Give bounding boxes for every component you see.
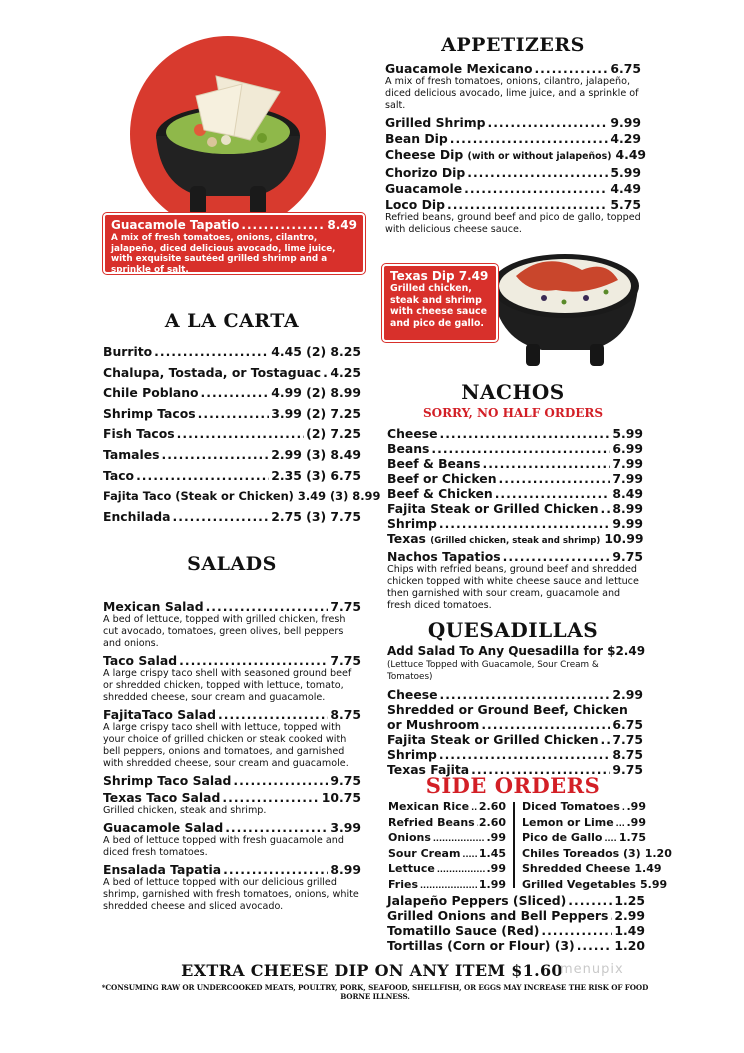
nachos-subtitle: SORRY, NO HALF ORDERS [422,406,604,420]
menu-item: or Mushroom ..... 6.75 [387,717,643,732]
nachos-list [387,426,643,613]
a-la-carta-list [103,342,381,527]
texas-dip-title: Texas Dip 7.49 [390,269,489,283]
menu-item: Loco Dip ..... 5.75 [385,197,641,212]
menu-item: Lemon or Lime ..... .99 [522,816,646,832]
food-safety-disclaimer: *CONSUMING RAW OR UNDERCOOKED MEATS, POULTRY, PORK, SEAFOOD, SHELLFISH, OR EGGS MAY INCREASE THE RISK OF FOOD BORNE ILLNESS. [101,983,649,1001]
menu-item: Texas Taco Salad ..... 10.75 [103,790,361,805]
salads-title: SALADS [187,553,277,575]
menu-item: Beef or Chicken ..... 7.99 [387,471,643,486]
texas-dip-photo [486,240,644,358]
menu-item: Grilled Shrimp ..... 9.99 [385,115,641,130]
menu-item: Fish Tacos ..... (2) 7.25 [103,424,361,445]
item-description: Chips with refried beans, ground beef and shredded chicken topped with white cheese sauce and lettuce then garnished with sour cream, guacamole and fresh diced tomatoes. [387,564,639,611]
menu-item: Grilled Vegetables 5.99 [522,877,668,891]
side-orders-divider [513,802,515,888]
menu-item: Jalapeño Peppers (Sliced) ..... 1.25 [387,893,645,908]
menu-item: Beans ..... 6.99 [387,441,643,456]
menu-item: Fajita Taco (Steak or Chicken) 3.49 (3) 8.99 [103,489,381,504]
menu-item: Cheese ..... 5.99 [387,426,643,441]
item-description: A mix of fresh tomatoes, onions, cilantro, jalapeño, diced delicious avocado, lime juice, with exquisite sautéed grilled shrimp and a sprinkle of salt. [111,233,336,275]
menu-item: Beef & Chicken ..... 8.49 [387,486,643,501]
menu-item: Cheese Dip (with or without jalapeños) 4.49 [385,147,647,162]
item-description: Grilled chicken, steak and shrimp with cheese sauce and pico de gallo. [390,283,487,329]
nachos-title: NACHOS [461,380,565,404]
side-orders-right [522,800,672,894]
appetizers-title: APPETIZERS [441,34,585,56]
menu-item: Mexican Salad ..... 7.75 [103,599,361,614]
menu-item: Fajita Steak or Grilled Chicken ..... 7.75 [387,732,643,747]
menu-item: Bean Dip ..... 4.29 [385,131,641,146]
menu-item: Shrimp ..... 9.99 [387,516,643,531]
menu-item: Shrimp Taco Salad ..... 9.75 [103,773,361,788]
menu-item: Chalupa, Tostada, or Tostaguac ..... 4.25 [103,363,361,384]
quesadillas-title: QUESADILLAS [427,618,599,642]
menu-item: Pico de Gallo ..... 1.75 [522,831,646,847]
add-salad-note: (Lettuce Topped with Guacamole, Sour Cream & Tomatoes) [387,660,599,682]
menu-item: Guacamole ..... 4.49 [385,181,641,196]
menu-item: Refried Beans ..... 2.60 [388,816,506,832]
menu-item: Guacamole Salad ..... 3.99 [103,820,361,835]
side-orders-extras [387,893,645,953]
item-description: A large crispy taco shell with lettuce, topped with your choice of grilled chicken or steak cooked with bell peppers, onions and tomatoes, and garnished with shredded cheese, sour cream and guacamole. [103,722,349,769]
menu-item: Chiles Toreados (3) 1.20 [522,846,672,860]
menu-item: Sour Cream ..... 1.45 [388,847,506,863]
texas-dip-bowl-illustration [486,240,644,370]
menu-item: Chorizo Dip ..... 5.99 [385,165,641,180]
salads-list [103,599,361,914]
item-description: A bed of lettuce, topped with grilled chicken, fresh cut avocado, tomatoes, green olives, bell peppers and onions. [103,614,346,649]
menu-item: Diced Tomatoes ..... .99 [522,800,646,816]
menu-item: Enchilada ..... 2.75 (3) 7.75 [103,507,361,528]
menu-item: Fajita Steak or Grilled Chicken ..... 8.99 [387,501,643,516]
item-description: A mix of fresh tomatoes, onions, cilantro, jalapeño, diced delicious avocado, lime juice, and a sprinkle of salt. [385,76,639,111]
menu-item: Texas Fajita ..... 9.75 [387,762,643,777]
a-la-carta-title: A LA CARTA [164,310,300,332]
menu-item: Onions ..... .99 [388,831,506,847]
item-description: Refried beans, ground beef and pico de gallo, topped with delicious cheese sauce. [385,212,641,235]
item-description: A large crispy taco shell with seasoned ground beef or shredded chicken, topped with lettuce, tomato, shredded cheese, sour cream and guacamole. [103,668,352,703]
menu-item: Mexican Rice ..... 2.60 [388,800,506,816]
menu-item: Guacamole Tapatio ..... 8.49 [111,218,357,233]
menu-item: Tortillas (Corn or Flour) (3) ..... 1.20 [387,938,645,953]
add-salad-line: Add Salad To Any Quesadilla for $2.49 [387,644,646,658]
menu-item: Guacamole Mexicano ..... 6.75 [385,61,641,76]
menu-item: Burrito ..... 4.45 (2) 8.25 [103,342,361,363]
menu-item: Shrimp ..... 8.75 [387,747,643,762]
menu-item: Ensalada Tapatia ..... 8.99 [103,862,361,877]
texas-dip-badge [382,264,498,342]
menu-item: Fries ..... 1.99 [388,878,506,894]
menu-item: Shrimp Tacos ..... 3.99 (2) 7.25 [103,404,361,425]
menu-item: Beef & Beans ..... 7.99 [387,456,643,471]
appetizers-list [385,61,647,237]
menu-item: Cheese ..... 2.99 [387,687,643,702]
menu-item: Texas (Grilled chicken, steak and shrimp) 10.99 [387,531,644,546]
menu-item: Taco ..... 2.35 (3) 6.75 [103,466,361,487]
menu-item: Chile Poblano ..... 4.99 (2) 8.99 [103,383,361,404]
side-orders-left [388,800,506,894]
guacamole-bowl-illustration [130,36,326,232]
menu-item: Lettuce ..... .99 [388,862,506,878]
menu-item: Shredded Cheese 1.49 [522,862,662,876]
item-description: A bed of lettuce topped with our delicious grilled shrimp, garnished with fresh tomatoes, onions, white shredded cheese and sliced avocado. [103,877,359,912]
menu-item: Nachos Tapatios ..... 9.75 [387,549,643,564]
extra-cheese-banner: EXTRA CHEESE DIP ON ANY ITEM $1.60 [181,961,563,980]
menu-item: Shredded or Ground Beef, Chicken [387,702,628,717]
quesadillas-list [387,644,646,777]
guacamole-tapatio-badge [103,213,365,274]
item-description: A bed of lettuce topped with fresh guacamole and diced fresh tomatoes. [103,835,344,858]
side-orders-title: SIDE ORDERS [425,773,601,798]
menu-item: Tamales ..... 2.99 (3) 8.49 [103,445,361,466]
watermark: menupix [560,962,624,977]
menu-item: FajitaTaco Salad ..... 8.75 [103,707,361,722]
menu-item: Taco Salad ..... 7.75 [103,653,361,668]
menu-item: Grilled Onions and Bell Peppers ..... 2.99 [387,908,645,923]
guacamole-photo [130,36,326,232]
menu-item: Tomatillo Sauce (Red) ..... 1.49 [387,923,645,938]
item-description: Grilled chicken, steak and shrimp. [103,805,267,816]
